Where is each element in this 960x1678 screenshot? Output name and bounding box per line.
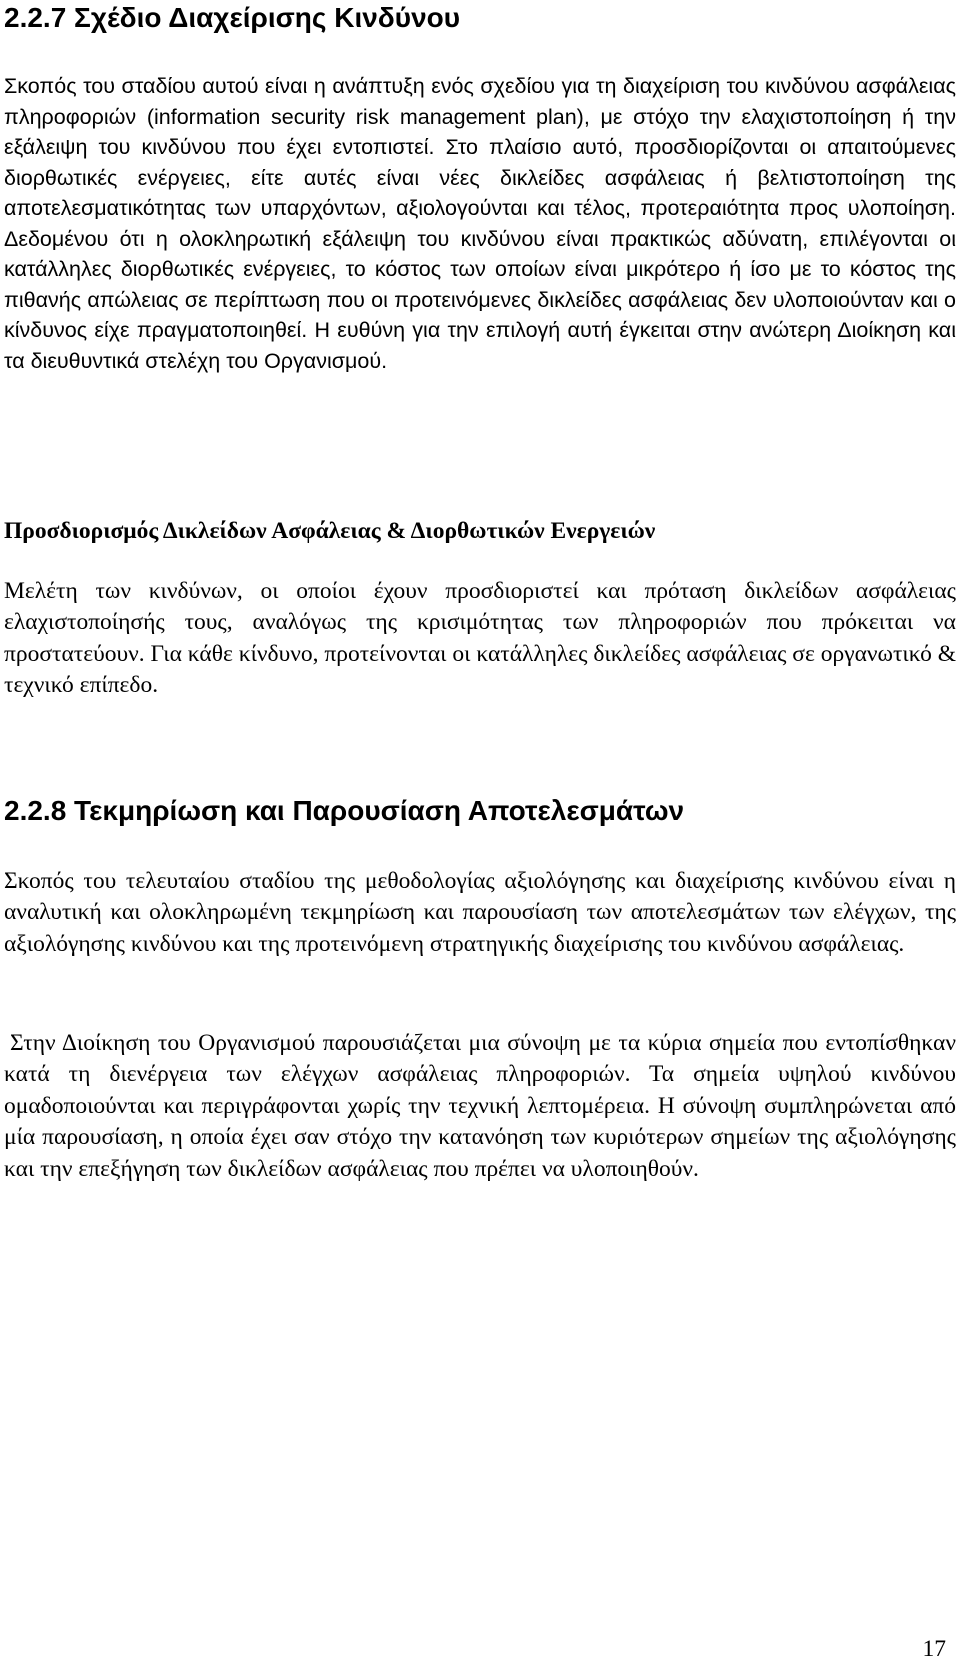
section-2-2-7-paragraph-1 <box>4 71 956 376</box>
page-number: 17 <box>922 1636 946 1662</box>
section-2-2-7-paragraph-1-text: Σκοπός του σταδίου αυτού είναι η ανάπτυξη ενός σχεδίου για τη διαχείριση του κινδύνου ασφάλειας πληροφοριών (information security risk management plan), με στόχο την ελαχιστοποίηση ή την εξάλειψη του κινδύνου που έχει εντοπιστεί. Στο πλαίσιο αυτό, προσδιορίζονται οι απαιτούμενες διορθωτικές ενέργειες, είτε αυτές είναι νέες δικλείδες ασφάλειας ή βελτιστοποίηση της αποτελεσματικότητας των υπαρχόντων, αξιολογούνται και τέλος, προτεραιότητα προς υλοποίηση. <box>4 74 956 220</box>
section-2-2-8-paragraph-1: Σκοπός του τελευταίου σταδίου της μεθοδολογίας αξιολόγησης και διαχείρισης κινδύνου είναι η αναλυτική και ολοκληρωμένη τεκμηρίωση και παρουσίαση των αποτελεσμάτων των ελέγχων, της αξιολόγησης κινδύνου και της προτεινόμενη στρατηγικής διαχείρισης του κινδύνου ασφάλειας. <box>4 868 956 957</box>
subheading-controls-corrective-actions: Προσδιορισμός Δικλείδων Ασφάλειας & Διορθωτικών Ενεργειών <box>4 518 656 544</box>
section-heading-2-2-8: 2.2.8 Τεκμηρίωση και Παρουσίαση Αποτελεσμάτων <box>4 795 685 826</box>
section-2-2-8-paragraph-2: Στην Διοίκηση του Οργανισμού παρουσιάζεται μια σύνοψη με τα κύρια σημεία που εντοπίσθηκαν κατά τη διενέργεια των ελέγχων ασφάλειας πληροφοριών. Τα σημεία υψηλού κινδύνου ομαδοποιούνται και περιγράφονται χωρίς την τεχνική λεπτομέρεια. Η σύνοψη συμπληρώνεται από μία παρουσίαση, η οποία έχει σαν στόχο την κατανόηση των κυριότερων σημείων της αξιολόγησης και την επεξήγηση των δικλείδων ασφάλειας που πρέπει να υλοποιηθούν. <box>4 1030 956 1182</box>
section-2-2-7-paragraph-3: Μελέτη των κινδύνων, οι οποίοι έχουν προσδιοριστεί και πρόταση δικλείδων ασφάλειας ελαχιστοποίησής τους, αναλόγως της κρισιμότητας των πληροφοριών που πρόκειται να προστατεύουν. Για κάθε κίνδυνο, προτείνονται οι κατάλληλες δικλείδες ασφάλειας σε οργανωτικό & τεχνικό επίπεδο. <box>4 578 956 699</box>
section-2-2-7-paragraph-2-text: Δεδομένου ότι η ολοκληρωτική εξάλειψη του κινδύνου είναι πρακτικώς αδύνατη, επιλέγονται οι κατάλληλες διορθωτικές ενέργειες, το κόστος των οποίων είναι μικρότερο ή ίσο με το κόστος της πιθανής απώλειας σε περίπτωση που οι προτεινόμενες δικλείδες ασφάλειας δεν υλοποιούνταν και ο κίνδυνος είχε πραγματοποιηθεί. Η ευθύνη για την επιλογή αυτή έγκειται στην ανώτερη Διοίκηση και τα διευθυντικά στελέχη του Οργανισμού. <box>4 226 956 373</box>
section-heading-2-2-7: 2.2.7 Σχέδιο Διαχείρισης Κινδύνου <box>4 2 461 33</box>
